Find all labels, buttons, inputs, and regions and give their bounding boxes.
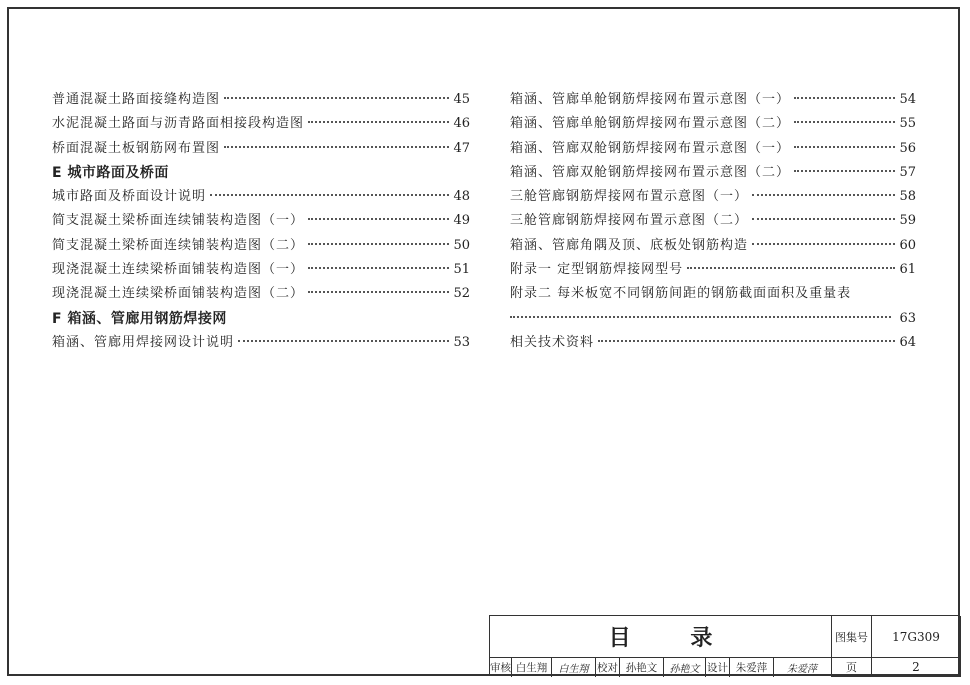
toc-entry-page: 45 bbox=[453, 92, 470, 107]
toc-entry-title: 简支混凝土梁桥面连续铺装构造图（一） bbox=[52, 213, 305, 229]
toc-entry-title: 桥面混凝土板钢筋网布置图 bbox=[52, 140, 221, 156]
page-title: 目 录 bbox=[490, 616, 832, 658]
toc-entry-page: 50 bbox=[453, 237, 470, 253]
toc-entry[interactable] bbox=[510, 185, 916, 209]
toc-entry-page: 59 bbox=[899, 213, 916, 229]
toc-entry[interactable] bbox=[510, 161, 916, 185]
dot-leader bbox=[308, 218, 449, 220]
name-check: 孙艳文 bbox=[620, 658, 664, 677]
dot-leader bbox=[308, 121, 449, 123]
dot-leader bbox=[308, 243, 449, 245]
toc-entry-title: 三舱管廊钢筋焊接网布置示意图（一） bbox=[510, 189, 749, 205]
toc-entry-title: 箱涵、管廊双舱钢筋焊接网布置示意图（二） bbox=[510, 164, 791, 180]
dot-leader bbox=[238, 340, 449, 342]
atlas-label: 图集号 bbox=[832, 616, 872, 658]
dot-leader bbox=[308, 267, 449, 269]
toc-right-column bbox=[510, 88, 916, 355]
toc-entry-page: 47 bbox=[453, 140, 470, 156]
page-number: 2 bbox=[872, 658, 961, 677]
toc-entry-page: 63 bbox=[899, 310, 916, 326]
role-review: 审核 bbox=[490, 658, 512, 677]
dot-leader bbox=[794, 121, 895, 123]
dot-leader bbox=[794, 97, 895, 99]
toc-entry[interactable] bbox=[510, 88, 916, 112]
dot-leader bbox=[598, 340, 895, 342]
toc-entry-title: 普通混凝土路面接缝构造图 bbox=[52, 92, 221, 107]
dot-leader bbox=[224, 146, 449, 148]
toc-entry-page: 55 bbox=[899, 116, 916, 132]
toc-left-column bbox=[52, 88, 470, 355]
toc-entry-page: 51 bbox=[453, 262, 470, 278]
dot-leader bbox=[752, 218, 895, 220]
toc-entry-title: 水泥混凝土路面与沥青路面相接段构造图 bbox=[52, 116, 305, 132]
toc-entry-title: 箱涵、管廊单舱钢筋焊接网布置示意图（二） bbox=[510, 116, 791, 132]
dot-leader bbox=[308, 291, 449, 293]
dot-leader bbox=[224, 97, 449, 99]
name-design: 朱爱萍 bbox=[730, 658, 774, 677]
title-block bbox=[489, 615, 960, 676]
toc-entry-page: 49 bbox=[453, 213, 470, 229]
toc-entry[interactable] bbox=[510, 258, 916, 282]
dot-leader bbox=[752, 243, 895, 245]
toc-entry-page: 56 bbox=[899, 140, 916, 156]
toc-entry[interactable] bbox=[52, 137, 470, 161]
toc-entry-page: 53 bbox=[453, 334, 470, 350]
dot-leader bbox=[752, 194, 895, 196]
toc-entry-page: 60 bbox=[899, 237, 916, 253]
toc-entry[interactable] bbox=[510, 112, 916, 136]
toc-entry-title: 箱涵、管廊单舱钢筋焊接网布置示意图（一） bbox=[510, 92, 791, 107]
toc-entry-page: 52 bbox=[453, 286, 470, 302]
toc-entry[interactable] bbox=[52, 209, 470, 233]
toc-entry[interactable] bbox=[510, 282, 916, 331]
role-design: 设计 bbox=[706, 658, 730, 677]
signature-check: 孙艳文 bbox=[664, 658, 706, 677]
role-check: 校对 bbox=[596, 658, 620, 677]
toc-entry-title: 附录二 每米板宽不同钢筋间距的钢筋截面面积及重量表 bbox=[510, 286, 852, 302]
toc-entry-title: 箱涵、管廊用焊接网设计说明 bbox=[52, 334, 235, 350]
toc-entry[interactable] bbox=[52, 185, 470, 209]
toc-entry[interactable] bbox=[52, 282, 470, 306]
toc-entry[interactable] bbox=[52, 234, 470, 258]
toc-entry-title: 三舱管廊钢筋焊接网布置示意图（二） bbox=[510, 213, 749, 229]
section-heading: F 箱涵、管廊用钢筋焊接网 bbox=[52, 310, 227, 327]
dot-leader bbox=[687, 267, 895, 269]
toc-entry[interactable] bbox=[52, 88, 470, 112]
toc-entry[interactable] bbox=[510, 234, 916, 258]
toc-entry[interactable] bbox=[510, 331, 916, 355]
toc-entry[interactable] bbox=[510, 137, 916, 161]
toc-entry-page: 57 bbox=[899, 164, 916, 180]
toc-entry-title: 城市路面及桥面设计说明 bbox=[52, 189, 207, 205]
page-label: 页 bbox=[832, 658, 872, 677]
toc-entry-title: 现浇混凝土连续梁桥面铺装构造图（一） bbox=[52, 262, 305, 278]
toc-entry-page: 54 bbox=[899, 92, 916, 107]
signature-review: 白生翔 bbox=[552, 658, 596, 677]
toc-entry-page: 48 bbox=[453, 189, 470, 205]
toc-entry-page: 58 bbox=[899, 189, 916, 205]
dot-leader bbox=[510, 316, 891, 318]
toc-entry[interactable] bbox=[52, 331, 470, 355]
toc-entry-page: 64 bbox=[899, 334, 916, 350]
atlas-number: 17G309 bbox=[872, 616, 961, 658]
toc-entry-title: 现浇混凝土连续梁桥面铺装构造图（二） bbox=[52, 286, 305, 302]
toc-entry-title: 箱涵、管廊角隅及顶、底板处钢筋构造 bbox=[510, 237, 749, 253]
toc-entry-title: 箱涵、管廊双舱钢筋焊接网布置示意图（一） bbox=[510, 140, 791, 156]
toc-entry-page: 61 bbox=[899, 262, 916, 278]
toc-entry[interactable] bbox=[52, 112, 470, 136]
toc-entry[interactable] bbox=[510, 209, 916, 233]
name-review: 白生翔 bbox=[512, 658, 552, 677]
dot-leader bbox=[794, 170, 895, 172]
toc-entry-title: 附录一 定型钢筋焊接网型号 bbox=[510, 262, 684, 278]
toc-entry-title: 简支混凝土梁桥面连续铺装构造图（二） bbox=[52, 237, 305, 253]
signature-row bbox=[490, 658, 832, 677]
toc-entry-title: 相关技术资料 bbox=[510, 334, 595, 350]
section-heading: E 城市路面及桥面 bbox=[52, 164, 169, 181]
toc-entry[interactable] bbox=[52, 258, 470, 282]
dot-leader bbox=[794, 146, 895, 148]
toc-entry-page: 46 bbox=[453, 116, 470, 132]
dot-leader bbox=[210, 194, 449, 196]
signature-design: 朱爱萍 bbox=[787, 664, 817, 675]
